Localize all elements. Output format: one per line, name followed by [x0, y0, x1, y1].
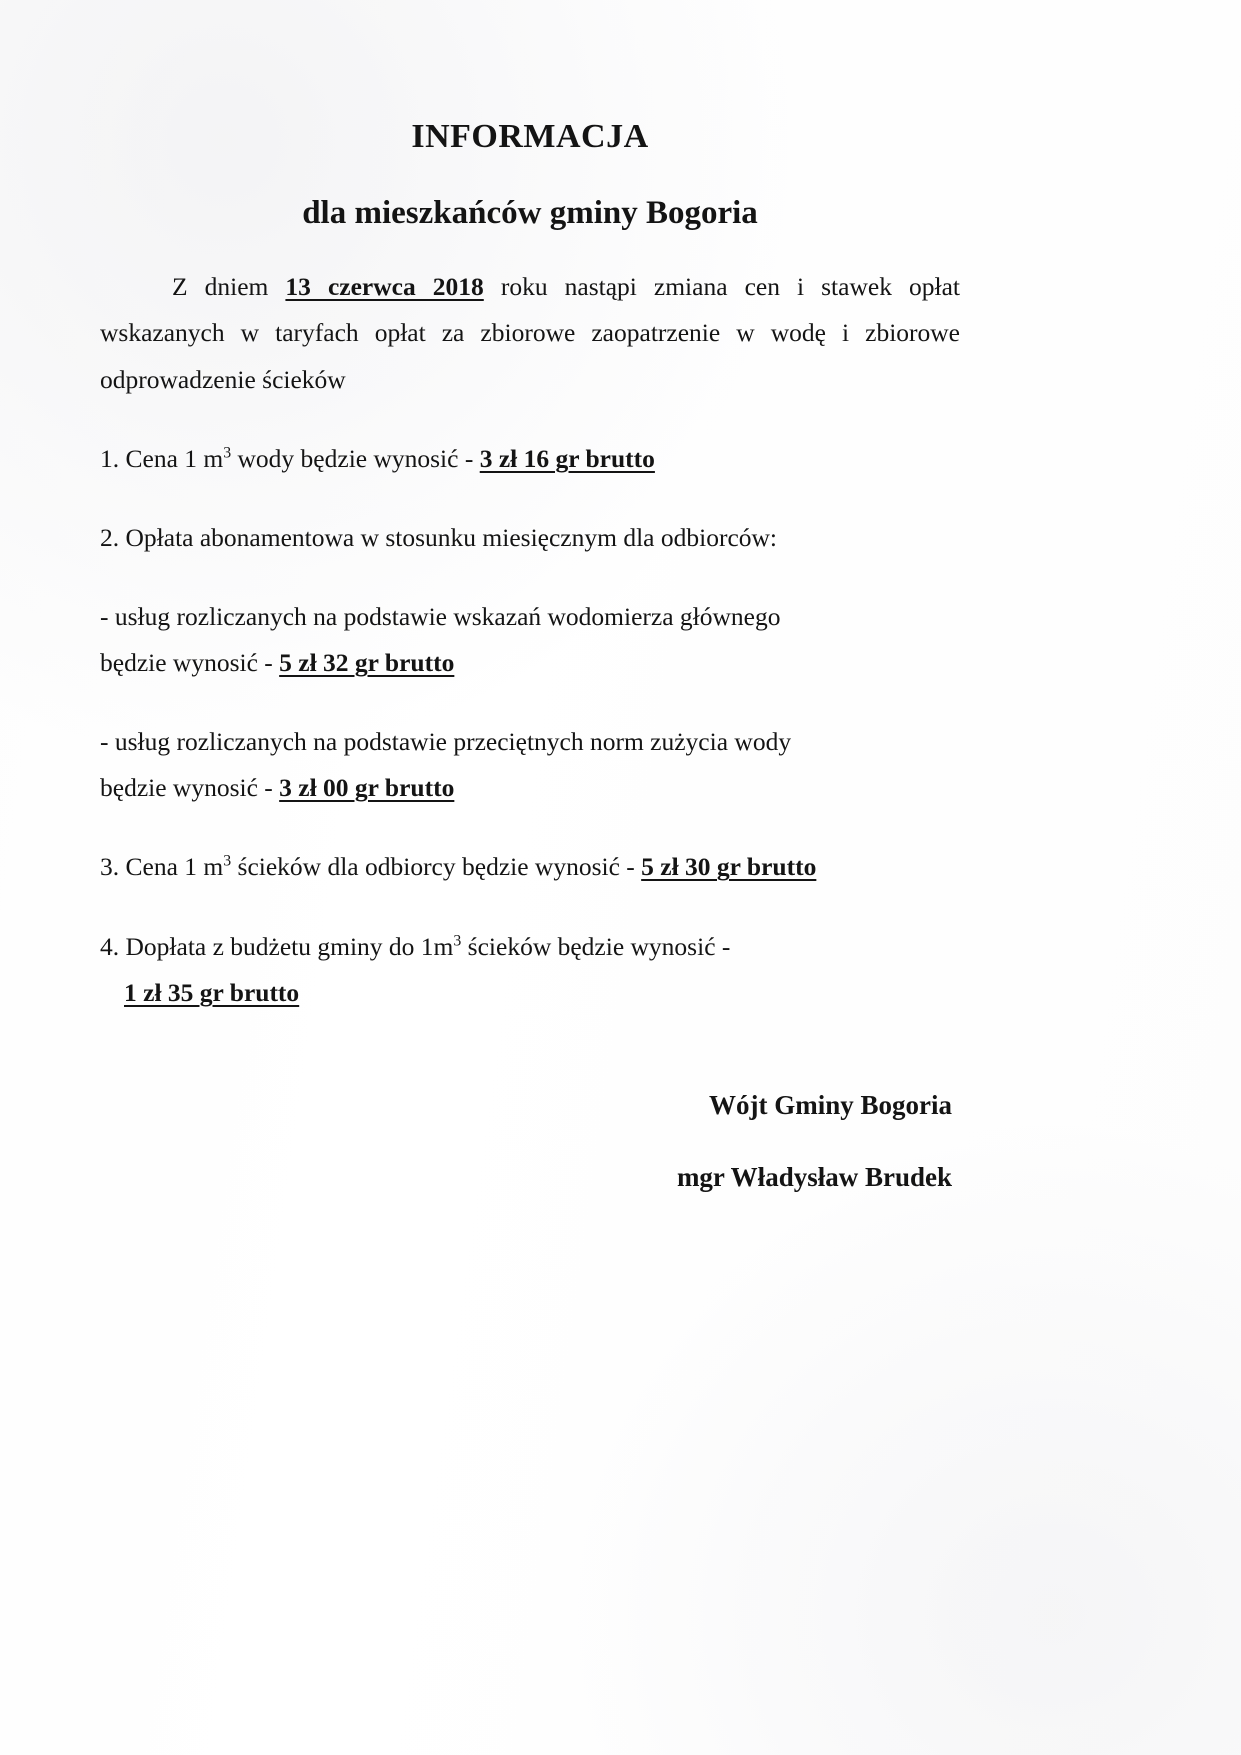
- item-3: [100, 844, 960, 890]
- item-4-superscript: 3: [453, 932, 462, 950]
- item-3-text-after: ścieków dla odbiorcy będzie wynosić -: [231, 852, 642, 882]
- subitem-2-continuation: [100, 765, 960, 811]
- item-1-text-before: Cena 1 m: [119, 443, 224, 473]
- subitem-2-value: 3 zł 00 gr brutto: [279, 772, 455, 802]
- intro-paragraph: [100, 264, 960, 403]
- document-content: [100, 0, 960, 1193]
- subitem-1-value: 5 zł 32 gr brutto: [279, 648, 455, 678]
- item-4-number: 4.: [100, 931, 120, 961]
- effective-date: 13 czerwca 2018: [285, 271, 484, 301]
- subitem-1-cont-text: będzie wynosić -: [100, 648, 280, 678]
- item-2-number: 2.: [100, 523, 120, 553]
- item-2-text: Opłata abonamentowa w stosunku miesięcznym dla odbiorców:: [119, 523, 778, 553]
- signature-name: mgr Władysław Brudek: [676, 1161, 952, 1192]
- item-3-text-before: Cena 1 m: [119, 852, 224, 882]
- item-4-value: 1 zł 35 gr brutto: [124, 978, 300, 1008]
- item-3-number: 3.: [100, 852, 120, 882]
- item-1-superscript: 3: [223, 444, 232, 462]
- subitem-2: [100, 719, 960, 765]
- subitem-2-text: usług rozliczanych na podstawie przeciętnych norm zużycia wody: [114, 726, 792, 756]
- item-4-continuation: [100, 970, 960, 1016]
- item-3-superscript: 3: [223, 852, 232, 870]
- subitem-1-bullet: -: [100, 601, 115, 631]
- item-1-value: 3 zł 16 gr brutto: [479, 443, 655, 473]
- signature-role: Wójt Gminy Bogoria: [709, 1089, 952, 1120]
- subitem-2-cont-text: będzie wynosić -: [100, 772, 280, 802]
- subitem-2-bullet: -: [100, 726, 115, 756]
- subitem-1-text: usług rozliczanych na podstawie wskazań wodomierza głównego: [114, 601, 781, 631]
- item-1: [100, 436, 960, 482]
- subitem-1-continuation: [100, 640, 960, 686]
- signature-block: [100, 1089, 960, 1194]
- item-1-number: 1.: [100, 443, 120, 473]
- item-4-text-after: ścieków będzie wynosić -: [461, 931, 731, 961]
- item-1-text-after: wody będzie wynosić -: [231, 443, 480, 473]
- item-4-text-before: Dopłata z budżetu gminy do 1m: [119, 931, 454, 961]
- item-3-value: 5 zł 30 gr brutto: [641, 852, 817, 882]
- item-4: [100, 924, 960, 970]
- page-subtitle: dla mieszkańców gminy Bogoria: [302, 195, 758, 232]
- subitem-1: [100, 594, 960, 640]
- intro-after-date: roku nastąpi zmiana cen i stawek opłat wskazanych w taryfach opłat za zbiorowe zaopatrzenie w wodę i zbiorowe odprowadzenie ścieków: [100, 271, 960, 394]
- item-2: [100, 515, 960, 561]
- page-title: INFORMACJA: [411, 118, 649, 155]
- intro-before-date: Z dniem: [172, 271, 286, 301]
